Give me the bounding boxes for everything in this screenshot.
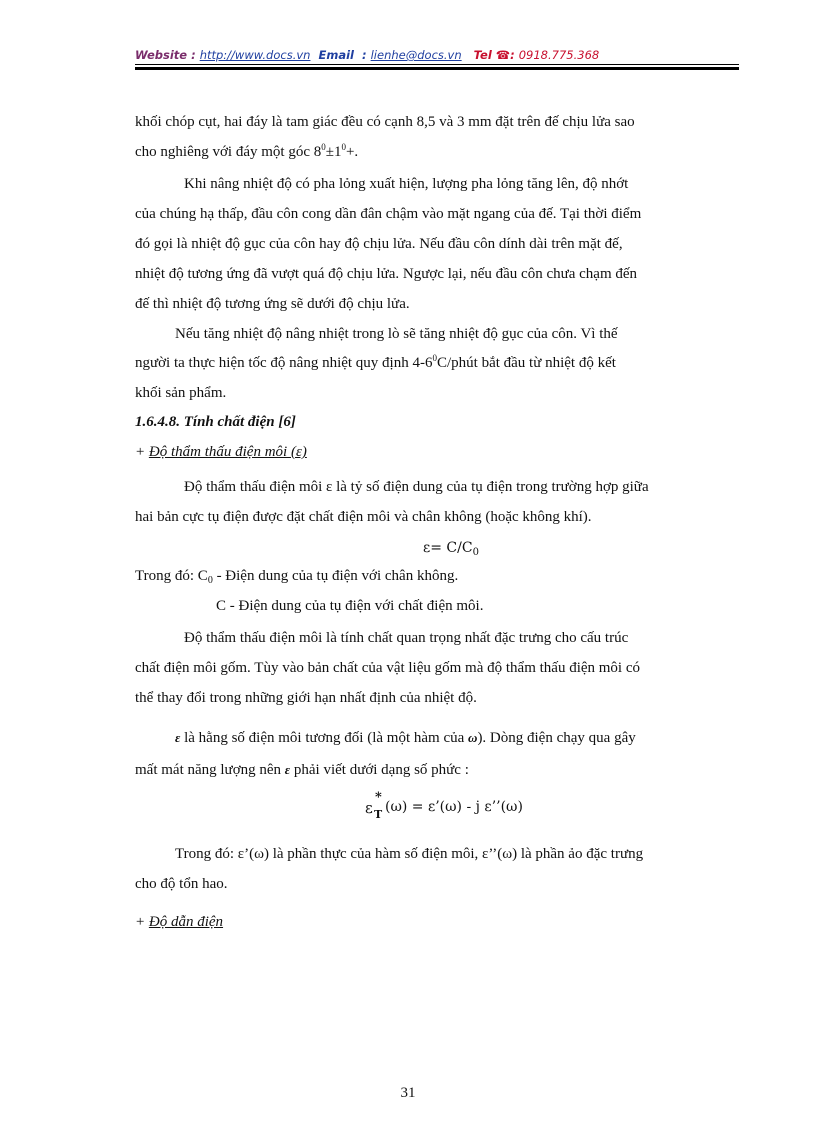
email-link[interactable]: lienhe@docs.vn <box>370 48 462 62</box>
text-line: cho độ tổn hao. <box>135 876 228 892</box>
email-label: Email <box>318 48 354 62</box>
section-heading: 1.6.4.8. Tính chất điện [6] <box>135 414 296 430</box>
page-header: Website : http://www.docs.vn Email : lienhe@docs.vn Tel ☎: 0918.775.368 <box>135 48 600 62</box>
header-rule-thin <box>135 64 739 65</box>
text-line: C - Điện dung của tụ điện với chất điện môi. <box>216 598 484 614</box>
text-line: Độ thẩm thấu điện môi là tính chất quan trọng nhất đặc trưng cho cấu trúc <box>184 630 629 646</box>
tel-label: Tel <box>473 48 492 62</box>
phone-icon: ☎ <box>495 48 511 62</box>
text-line: chất điện môi gốm. Tùy vào bản chất của vật liệu gốm mà độ thẩm thấu điện môi có <box>135 660 641 676</box>
text-line: hai bản cực tụ điện được đặt chất điện môi và chân không (hoặc không khí). <box>135 509 592 525</box>
text-line: Độ thẩm thấu điện môi ε là tỷ số điện dung của tụ điện trong trường hợp giữa <box>184 479 649 495</box>
page-number: 31 <box>400 1085 416 1101</box>
text-line: ε là hằng số điện môi tương đối (là một hàm của ω). Dòng điện chạy qua gây <box>175 730 636 746</box>
text-line: cho nghiêng với đáy một góc $8^0\pm 1^0+$. <box>135 142 359 160</box>
text-line: Trong đó: ε’(ω) là phần thực của hàm số điện môi, ε’’(ω) là phần ảo đặc trưng <box>175 846 644 862</box>
website-link[interactable]: http://www.docs.vn <box>199 48 311 62</box>
text-line: Trong đó: $C_0$ - Điện dung của tụ điện với chân không. <box>135 568 459 586</box>
text-line: khối sản phẩm. <box>135 385 227 401</box>
text-line: thể thay đổi trong những giới hạn nhất định của nhiệt độ. <box>135 690 477 706</box>
text-line: Khi nâng nhiệt độ có pha lỏng xuất hiện, lượng pha lỏng tăng lên, độ nhớt <box>184 176 629 192</box>
text-line: đó gọi là nhiệt độ gục của côn hay độ chịu lửa. Nếu đầu côn dính dài trên mặt đế, <box>135 236 623 252</box>
text-line: đế thì nhiệt độ tương ứng sẽ dưới độ chịu lửa. <box>135 296 410 312</box>
subsection-permittivity: + Độ thẩm thấu điện môi (ε) <box>135 444 307 460</box>
text-line: khối chóp cụt, hai đáy là tam giác đều có cạnh 8,5 và 3 mm đặt trên đế chịu lửa sao <box>135 114 635 130</box>
text-line: mất mát năng lượng nên ε phải viết dưới dạng số phức : <box>135 762 469 778</box>
text-line: của chúng hạ thấp, đầu côn cong dần đân chậm vào mặt ngang của đế. Tại thời điểm <box>135 206 642 222</box>
text-line: người ta thực hiện tốc độ nâng nhiệt quy định $4-6^0C$/phút bắt đầu từ nhiệt độ kết <box>135 353 616 371</box>
text-line: nhiệt độ tương ứng đã vượt quá độ chịu lửa. Ngược lại, nếu đầu côn chưa chạm đến <box>135 266 638 282</box>
website-label: Website : <box>135 48 196 62</box>
text-line: Nếu tăng nhiệt độ nâng nhiệt trong lò sẽ tăng nhiệt độ gục của côn. Vì thế <box>175 326 618 342</box>
equation-permittivity: $\varepsilon= C/C_0$ <box>423 540 479 558</box>
header-rule-thick <box>135 67 739 70</box>
subsection-conductivity: + Độ dẫn điện <box>135 914 224 930</box>
equation-complex-permittivity: ε * T (ω) = ε’(ω) - j ε’’(ω) <box>365 790 523 821</box>
phone-number: 0918.775.368 <box>518 48 600 62</box>
